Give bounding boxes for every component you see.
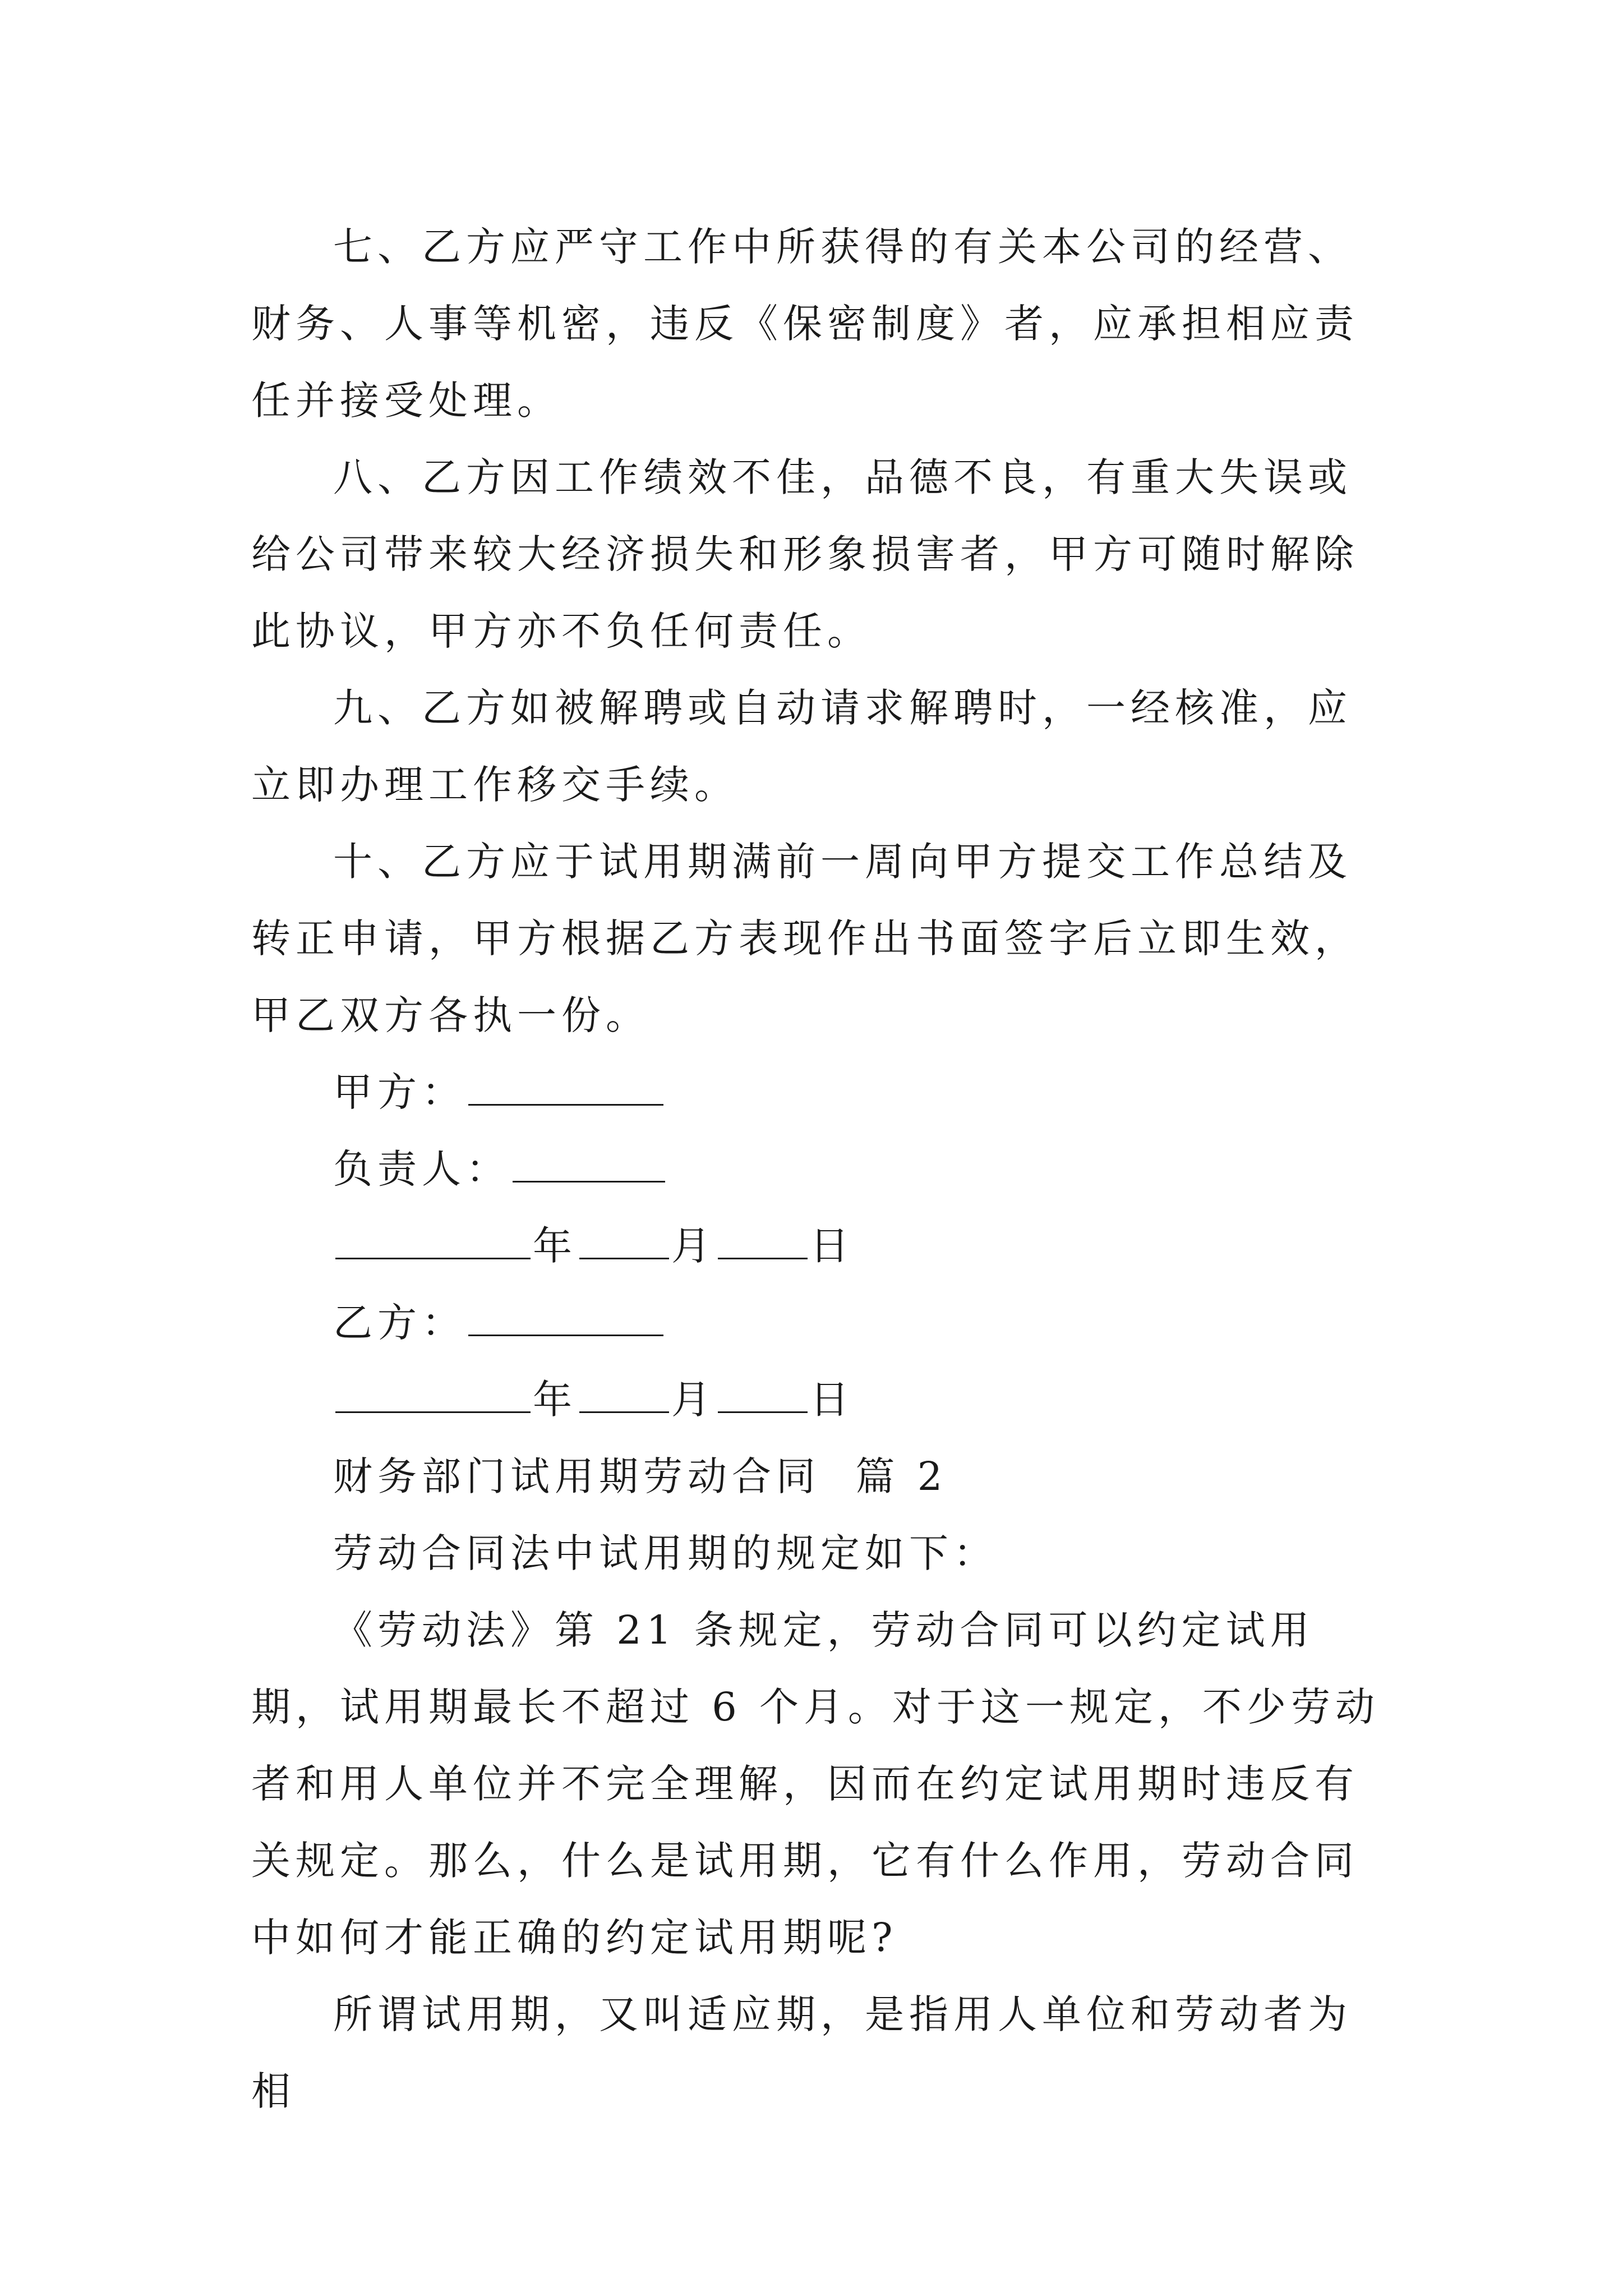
party-a-signature-line xyxy=(333,1054,1390,1131)
clause-7: 七、乙方应严守工作中所获得的有关本公司的经营、财务、人事等机密，违反《保密制度》者，应承担相应责任并接受处理。 xyxy=(251,224,1359,424)
day-label: 日 xyxy=(810,1223,854,1269)
party-a-blank xyxy=(468,1073,663,1106)
responsible-signature-line xyxy=(333,1131,1390,1208)
clause-9: 九、乙方如被解聘或自动请求解聘时，一经核准，应立即办理工作移交手续。 xyxy=(251,685,1352,808)
day-label: 日 xyxy=(810,1377,854,1423)
party-b-blank xyxy=(468,1303,663,1336)
month-label: 月 xyxy=(671,1377,716,1423)
responsible-label: 负责人： xyxy=(333,1146,510,1192)
paragraph-definition: 所谓试用期，又叫适应期，是指用人单位和劳动者为相 xyxy=(251,1991,1352,2114)
clause-10: 十、乙方应于试用期满前一周向甲方提交工作总结及转正申请，甲方根据乙方表现作出书面签字后立即生效，甲乙双方各执一份。 xyxy=(251,839,1359,1038)
year-blank xyxy=(335,1226,531,1259)
month-blank xyxy=(579,1380,669,1413)
document-body xyxy=(251,209,1390,2130)
section-title: 财务部门试用期劳动合同 篇 2 xyxy=(333,1453,948,1499)
party-b-label: 乙方： xyxy=(333,1300,466,1346)
responsible-blank xyxy=(513,1149,665,1182)
paragraph-labor-law: 《劳动法》第 21 条规定，劳动合同可以约定试用期，试用期最长不超过 6 个月。对于这一规定，不少劳动者和用人单位并不完全理解，因而在约定试用期时违反有关规定。那么，什么是试用期，它有什么作用，劳动合同中如何才能正确的约定试用期呢? xyxy=(251,1607,1380,1961)
party-a-date-line xyxy=(333,1208,1390,1285)
day-blank xyxy=(718,1226,808,1259)
year-label: 年 xyxy=(533,1377,577,1423)
party-a-label: 甲方： xyxy=(333,1069,466,1115)
party-b-signature-line xyxy=(333,1285,1390,1361)
year-label: 年 xyxy=(533,1223,577,1269)
month-blank xyxy=(579,1226,669,1259)
month-label: 月 xyxy=(671,1223,716,1269)
year-blank xyxy=(335,1380,531,1413)
clause-8: 八、乙方因工作绩效不佳，品德不良，有重大失误或给公司带来较大经济损失和形象损害者，甲方可随时解除此协议，甲方亦不负任何责任。 xyxy=(251,454,1359,654)
party-b-date-line xyxy=(333,1361,1390,1438)
day-blank xyxy=(718,1380,808,1413)
paragraph-intro: 劳动合同法中试用期的规定如下： xyxy=(333,1530,998,1576)
